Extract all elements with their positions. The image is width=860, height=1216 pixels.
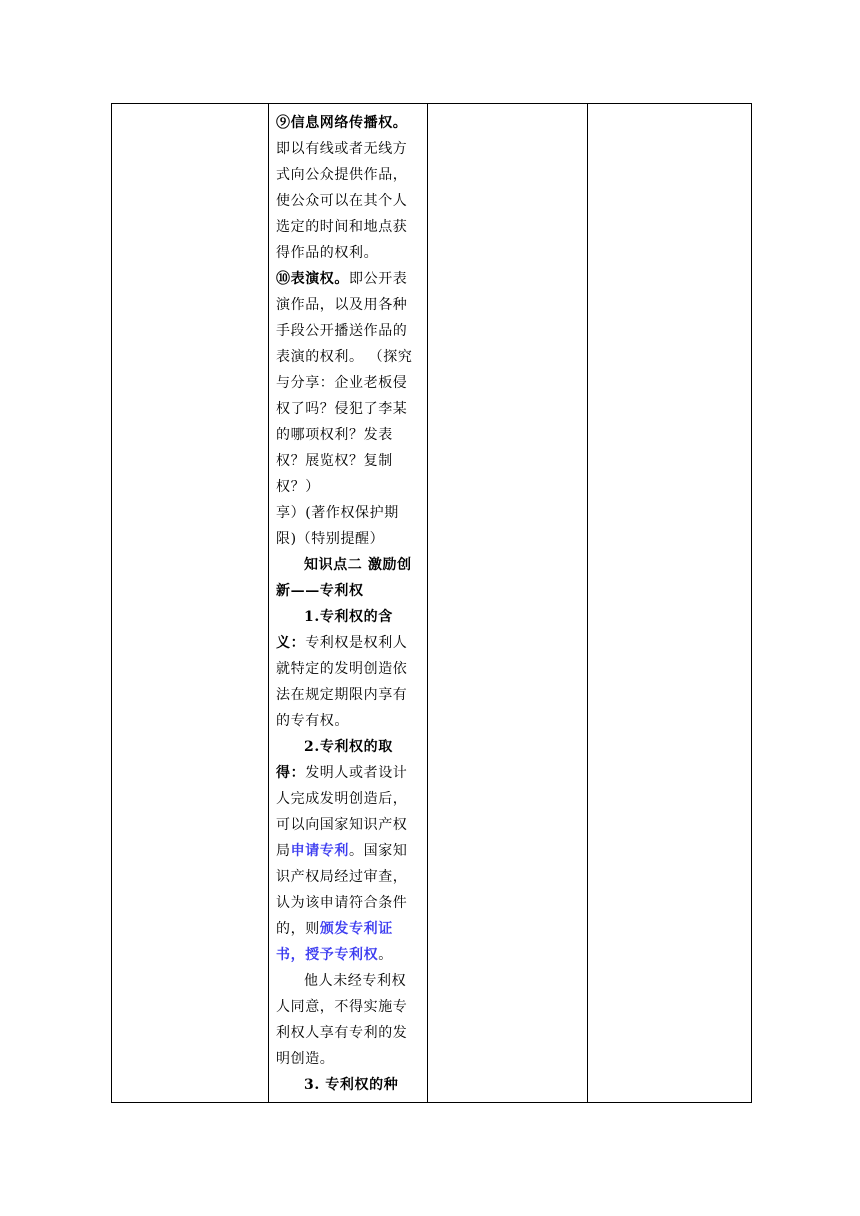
- heading-patent-types: 3. 专利权的种: [304, 1077, 399, 1093]
- highlight-apply-patent: 申请专利: [290, 843, 350, 859]
- text-communication-right: 即以有线或者无线方式向公众提供作品，使公众可以在其个人选定的时间和地点获得作品的权利。: [276, 141, 408, 261]
- heading-communication-right: ⑨信息网络传播权。: [276, 115, 408, 131]
- paragraph-patent-consent: 他人未经专利权人同意，不得实施专利权人享有专利的发明创造。: [276, 973, 408, 1067]
- heading-patent-meaning: 1.专利权的含义：: [276, 609, 393, 651]
- heading-performance-right: ⑩表演权。: [276, 271, 349, 287]
- table-cell-empty-3: [428, 104, 588, 1103]
- table-cell-empty-1: [112, 104, 269, 1103]
- cell-text-block: [269, 104, 427, 1098]
- heading-patent-acquisition: 2.专利权的取得：: [276, 739, 393, 781]
- text-patent-acquisition-3: 。: [378, 947, 393, 963]
- text-patent-acquisition-2: 。国家知识产权局经过审查，认为该申请符合条件的，则: [276, 843, 408, 937]
- table-row: [112, 104, 752, 1103]
- document-table: [111, 103, 752, 1103]
- section-two-title: [276, 552, 419, 604]
- section-two-title-text: 知识点二 激励创新——专利权: [276, 557, 412, 599]
- paragraph-communication-right: [276, 110, 419, 266]
- paragraph-performance-right: [276, 266, 419, 500]
- paragraph-patent-types: [276, 1072, 419, 1098]
- text-patent-acquisition-1: 发明人或者设计人完成发明创造后，可以向国家知识产权局: [276, 765, 408, 859]
- text-performance-right: 即公开表演作品，以及用各种手段公开播送作品的表演的权利。 （探究与分享：企业老板侵权了吗？侵犯了李某的哪项权利？发表权？展览权？复制权？）: [276, 271, 413, 495]
- paragraph-patent-meaning: [276, 604, 419, 734]
- paragraph-patent-acquisition: [276, 734, 419, 968]
- table-cell-empty-4: [588, 104, 752, 1103]
- note-line: 享）(著作权保护期限)（特别提醒）: [276, 505, 399, 547]
- table-cell-content: [269, 104, 428, 1103]
- highlight-grant-patent: 颁发专利证书，授予专利权: [276, 921, 393, 963]
- text-patent-meaning: 专利权是权利人就特定的发明创造依法在规定期限内享有的专有权。: [276, 635, 408, 729]
